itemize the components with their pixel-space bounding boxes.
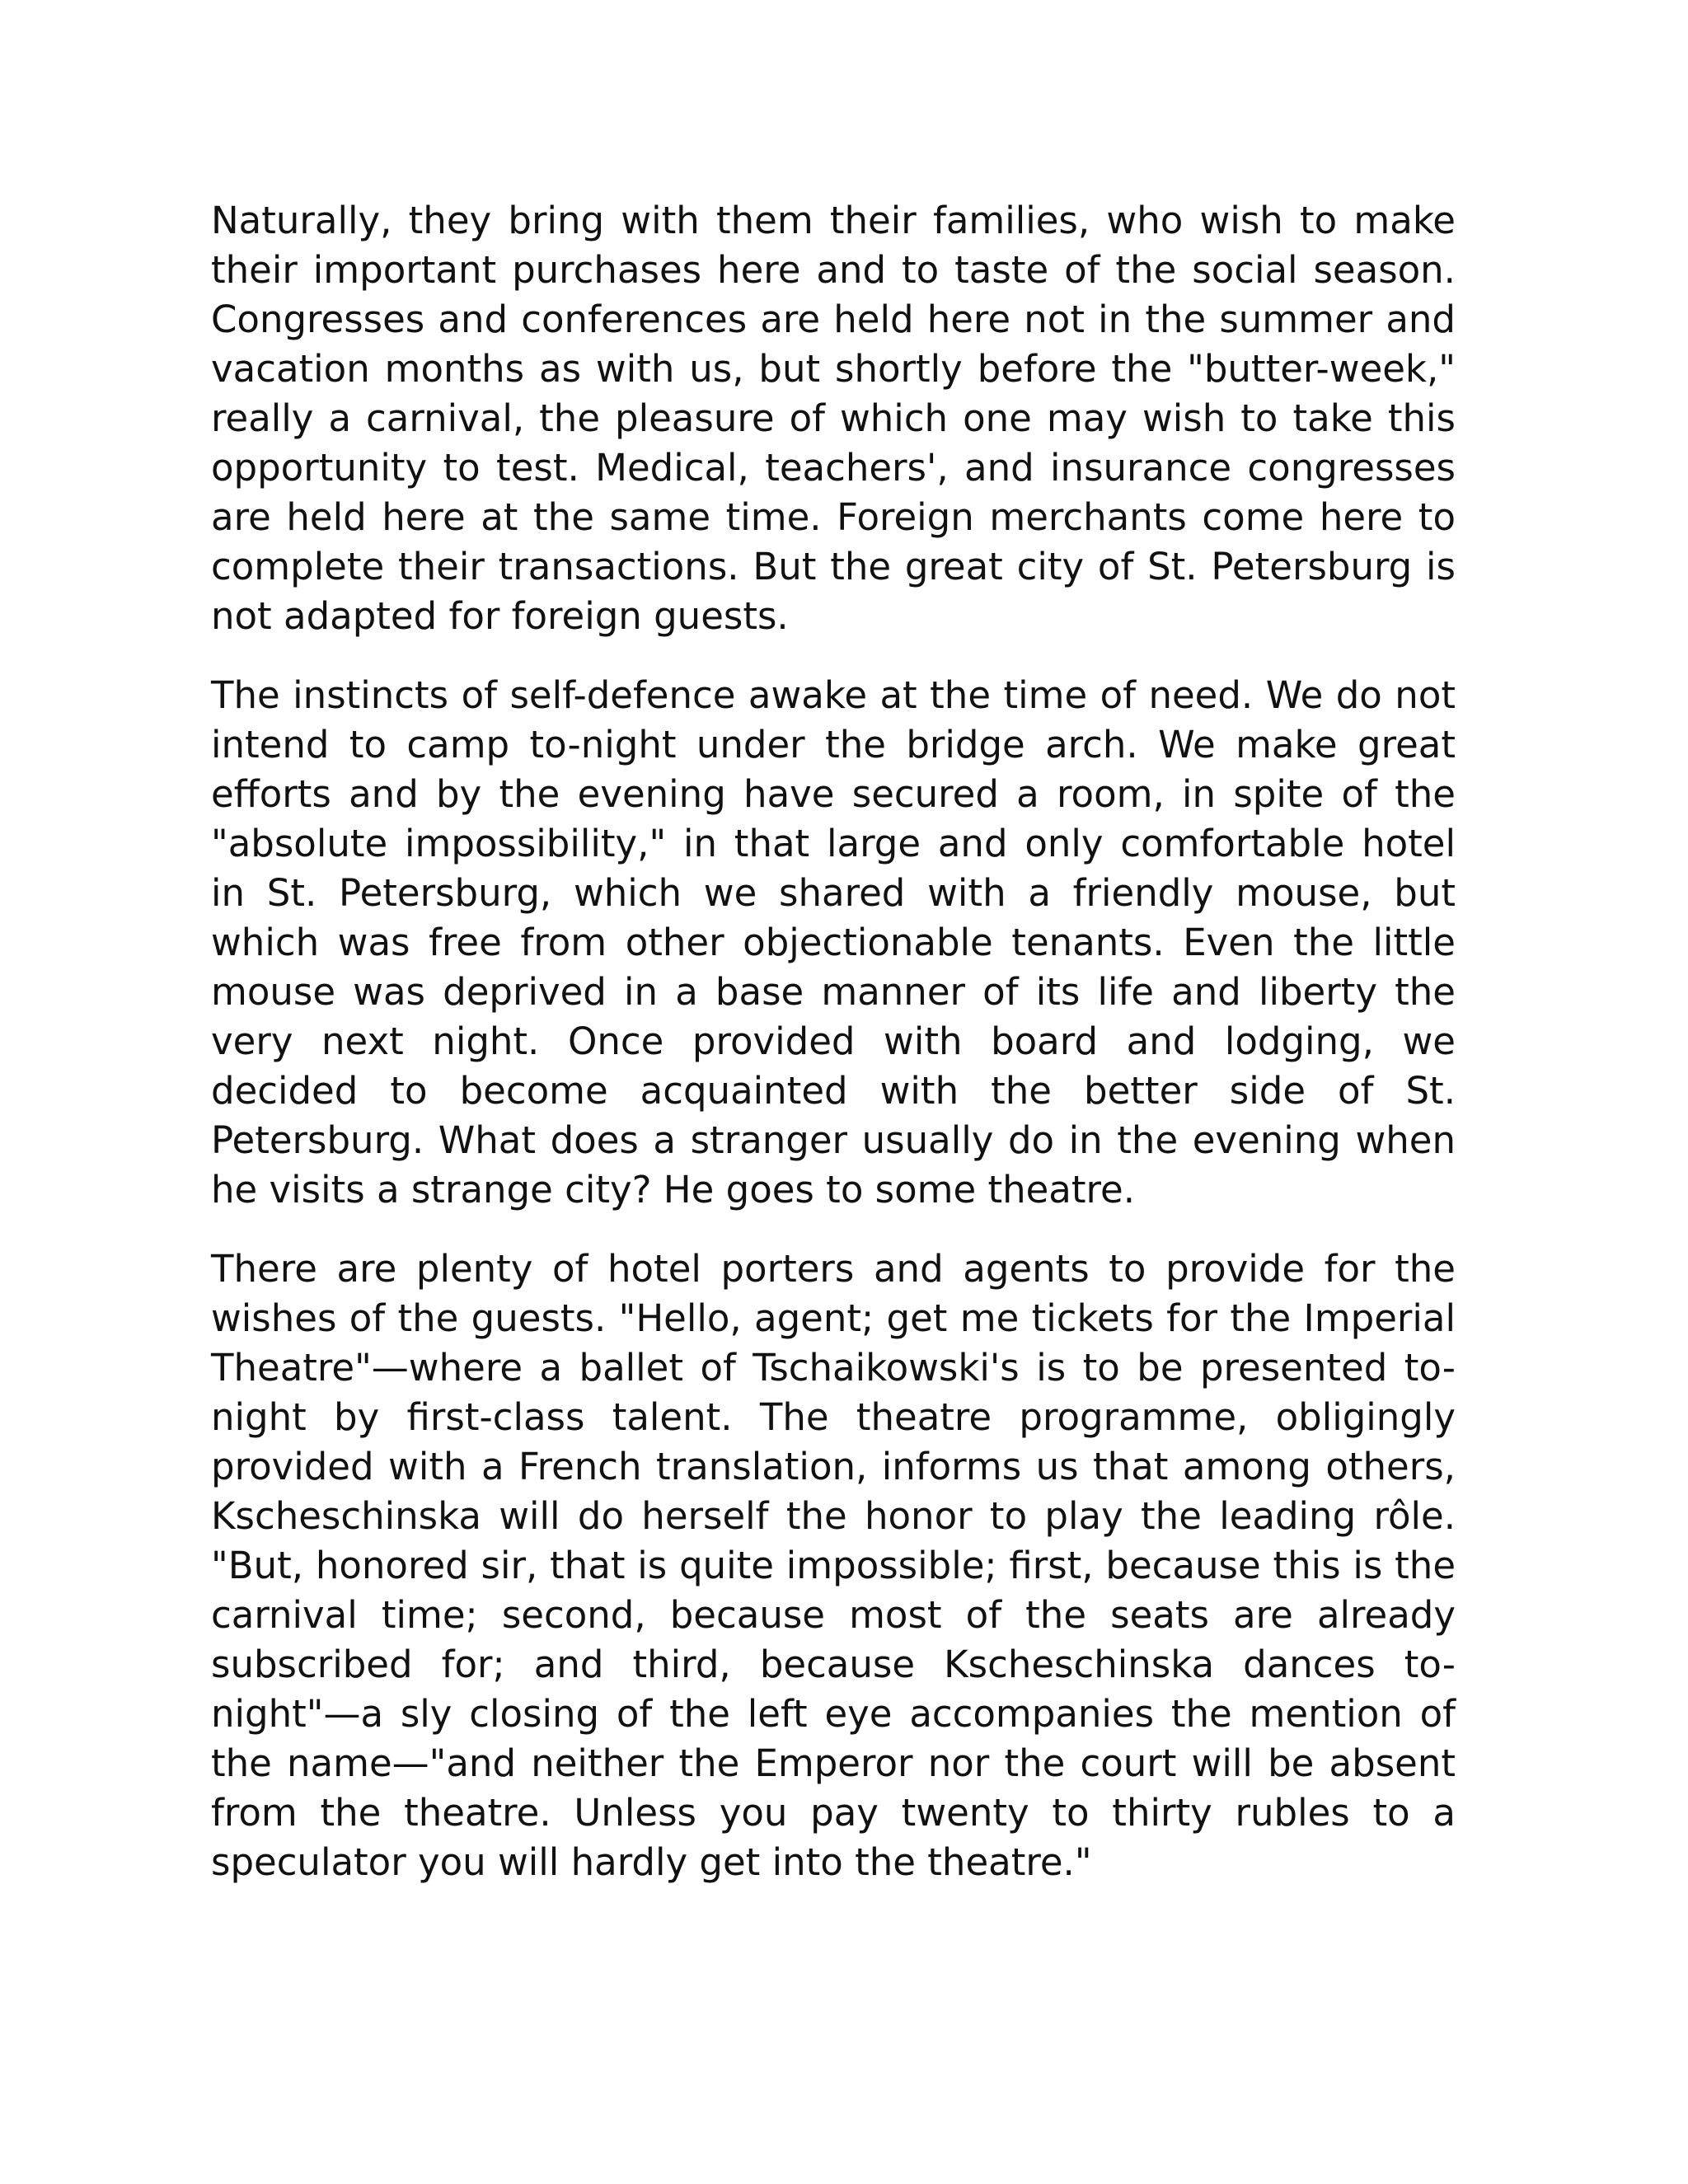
paragraph-2: The instincts of self-defence awake at the time of need. We do not intend to camp to-night under the bridge arch. We make great efforts and by the evening have secured a room, in spite of the "absolute impossibility," in that large and only comfortable hotel in St. Petersburg, which we shared with a friendly mouse, but which was free from other objectionable tenants. Even the little mouse was deprived in a base manner of its life and liberty the very next night. Once provided with board and lodging, we decided to become acquainted with the better side of St. Petersburg. What does a stranger usually do in the evening when he visits a strange city? He goes to some theatre.	[211, 673, 1456, 1212]
paragraph-1: Naturally, they bring with them their families, who wish to make their important purchases here and to taste of the social season. Congresses and conferences are held here not in the summer and vacation months as with us, but shortly before the "butter-week," really a carnival, the pleasure of which one may wish to take this opportunity to test. Medical, teachers', and insurance congresses are held here at the same time. Foreign merchants come here to complete their transactions. But the great city of St. Petersburg is not adapted for foreign guests.	[211, 199, 1456, 638]
paragraph-3: There are plenty of hotel porters and agents to provide for the wishes of the guests. "Hello, agent; get me tickets for the Imperial Theatre"—where a ballet of Tschaikowski's is to be presented to-night by first-class talent. The theatre programme, obligingly provided with a French translation, informs us that among others, Kscheschinska will do herself the honor to play the leading rôle. "But, honored sir, that is quite impossible; first, because this is the carnival time; second, because most of the seats are already subscribed for; and third, because Kscheschinska dances to-night"—a sly closing of the left eye accompanies the mention of the name—"and neither the Emperor nor the court will be absent from the theatre. Unless you pay twenty to thirty rubles to a speculator you will hardly get into the theatre."	[211, 1247, 1456, 1884]
body-text	[211, 196, 1456, 1917]
